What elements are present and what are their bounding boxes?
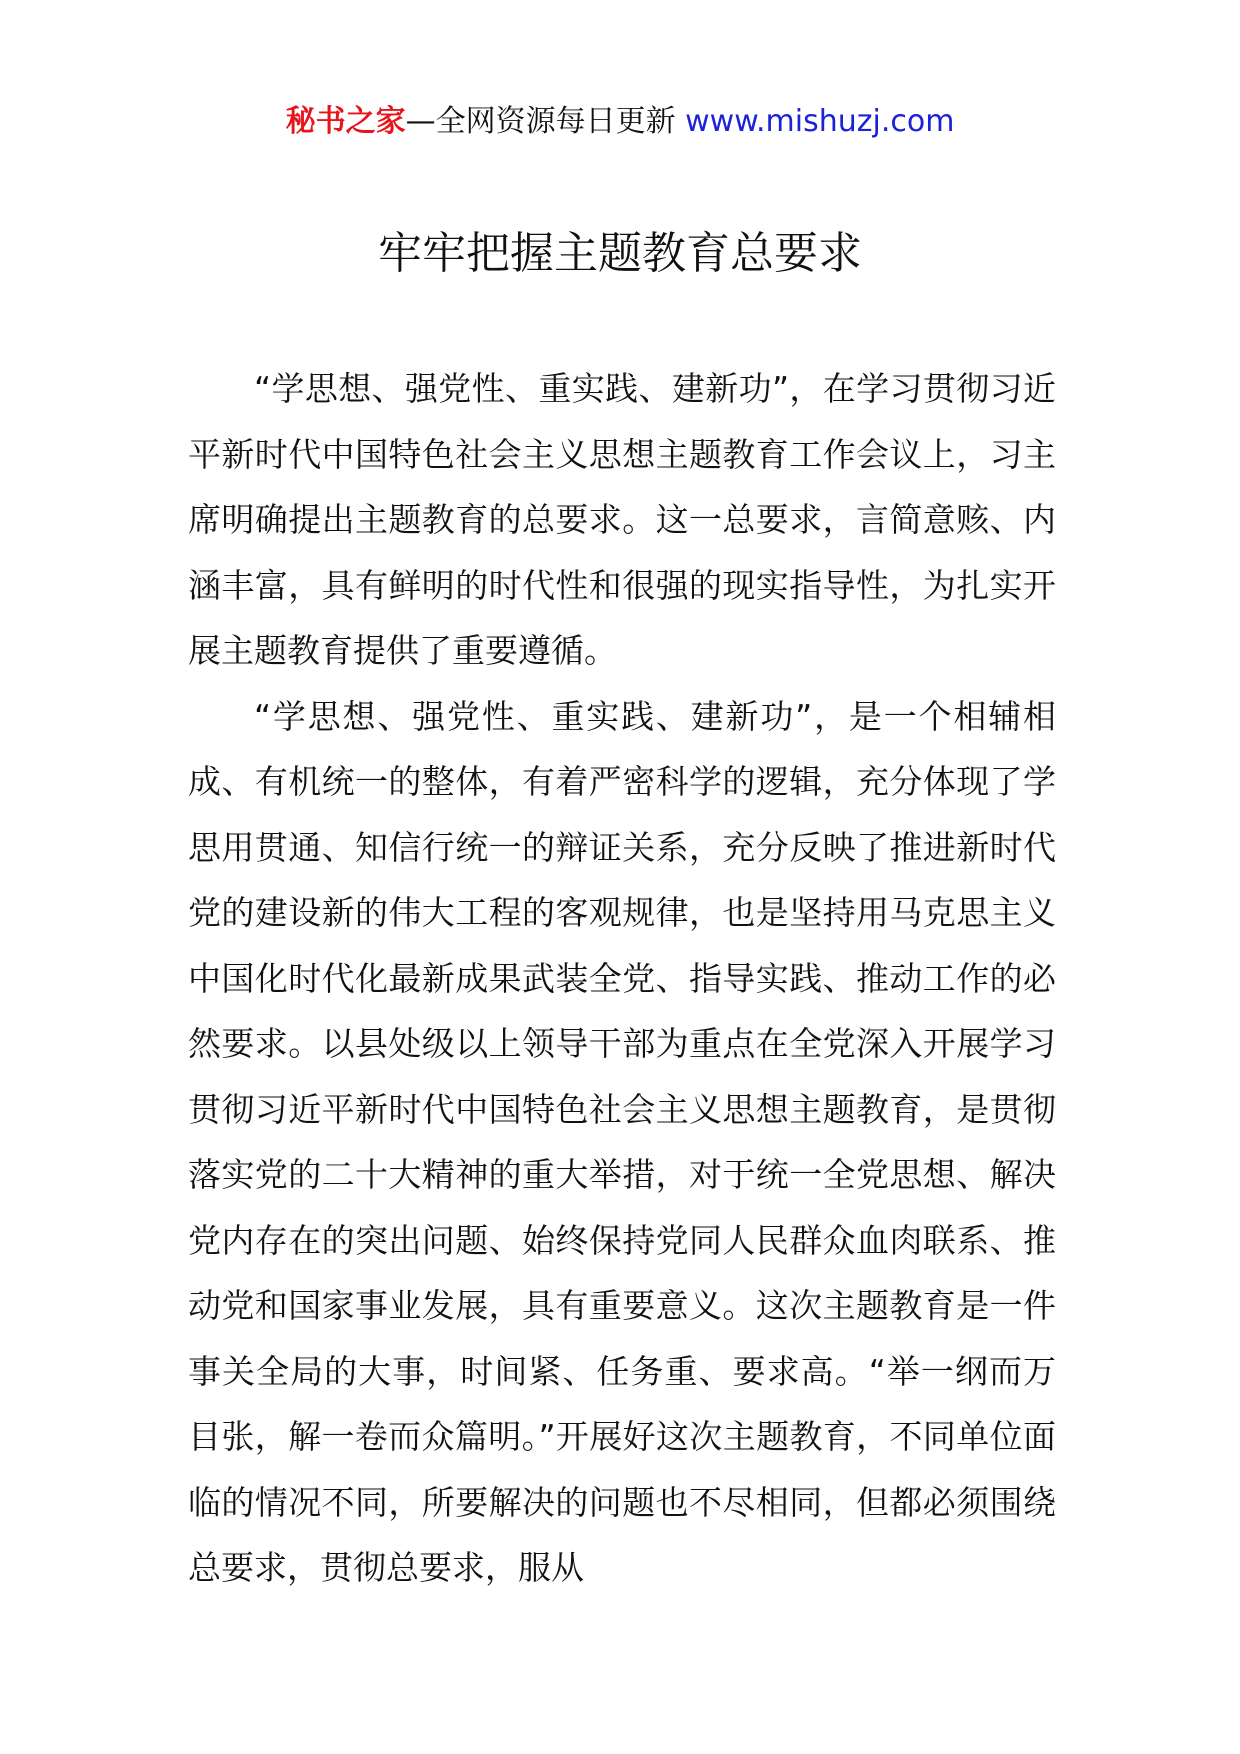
site-url-link[interactable]: www.mishuzj.com	[685, 104, 955, 139]
body-paragraph: “学思想、强党性、重实践、建新功”，是一个相辅相成、有机统一的整体，有着严密科学的逻辑，充分体现了学思用贯通、知信行统一的辩证关系，充分反映了推进新时代党的建设新的伟大工程的客观规律，也是坚持用马克思主义中国化时代化最新成果武装全党、指导实践、推动工作的必然要求。以县处级以上领导干部为重点在全党深入开展学习贯彻习近平新时代中国特色社会主义思想主题教育，是贯彻落实党的二十大精神的重大举措，对于统一全党思想、解决党内存在的突出问题、始终保持党同人民群众血肉联系、推动党和国家事业发展，具有重要意义。这次主题教育是一件事关全局的大事，时间紧、任务重、要求高。“举一纲而万目张，解一卷而众篇明。”开展好这次主题教育，不同单位面临的情况不同，所要解决的问题也不尽相同，但都必须围绕总要求，贯彻总要求，服从	[188, 696, 1056, 1587]
document-body	[188, 356, 1056, 1601]
document-title: 牢牢把握主题教育总要求	[378, 228, 862, 279]
page-header	[0, 98, 1240, 146]
header-slogan: —全网资源每日更新	[405, 104, 686, 139]
body-paragraph: “学思想、强党性、重实践、建新功”，在学习贯彻习近平新时代中国特色社会主义思想主题教育工作会议上，习主席明确提出主题教育的总要求。这一总要求，言简意赅、内涵丰富，具有鲜明的时代性和很强的现实指导性，为扎实开展主题教育提供了重要遵循。	[188, 369, 1056, 670]
brand-name: 秘书之家	[285, 104, 406, 139]
